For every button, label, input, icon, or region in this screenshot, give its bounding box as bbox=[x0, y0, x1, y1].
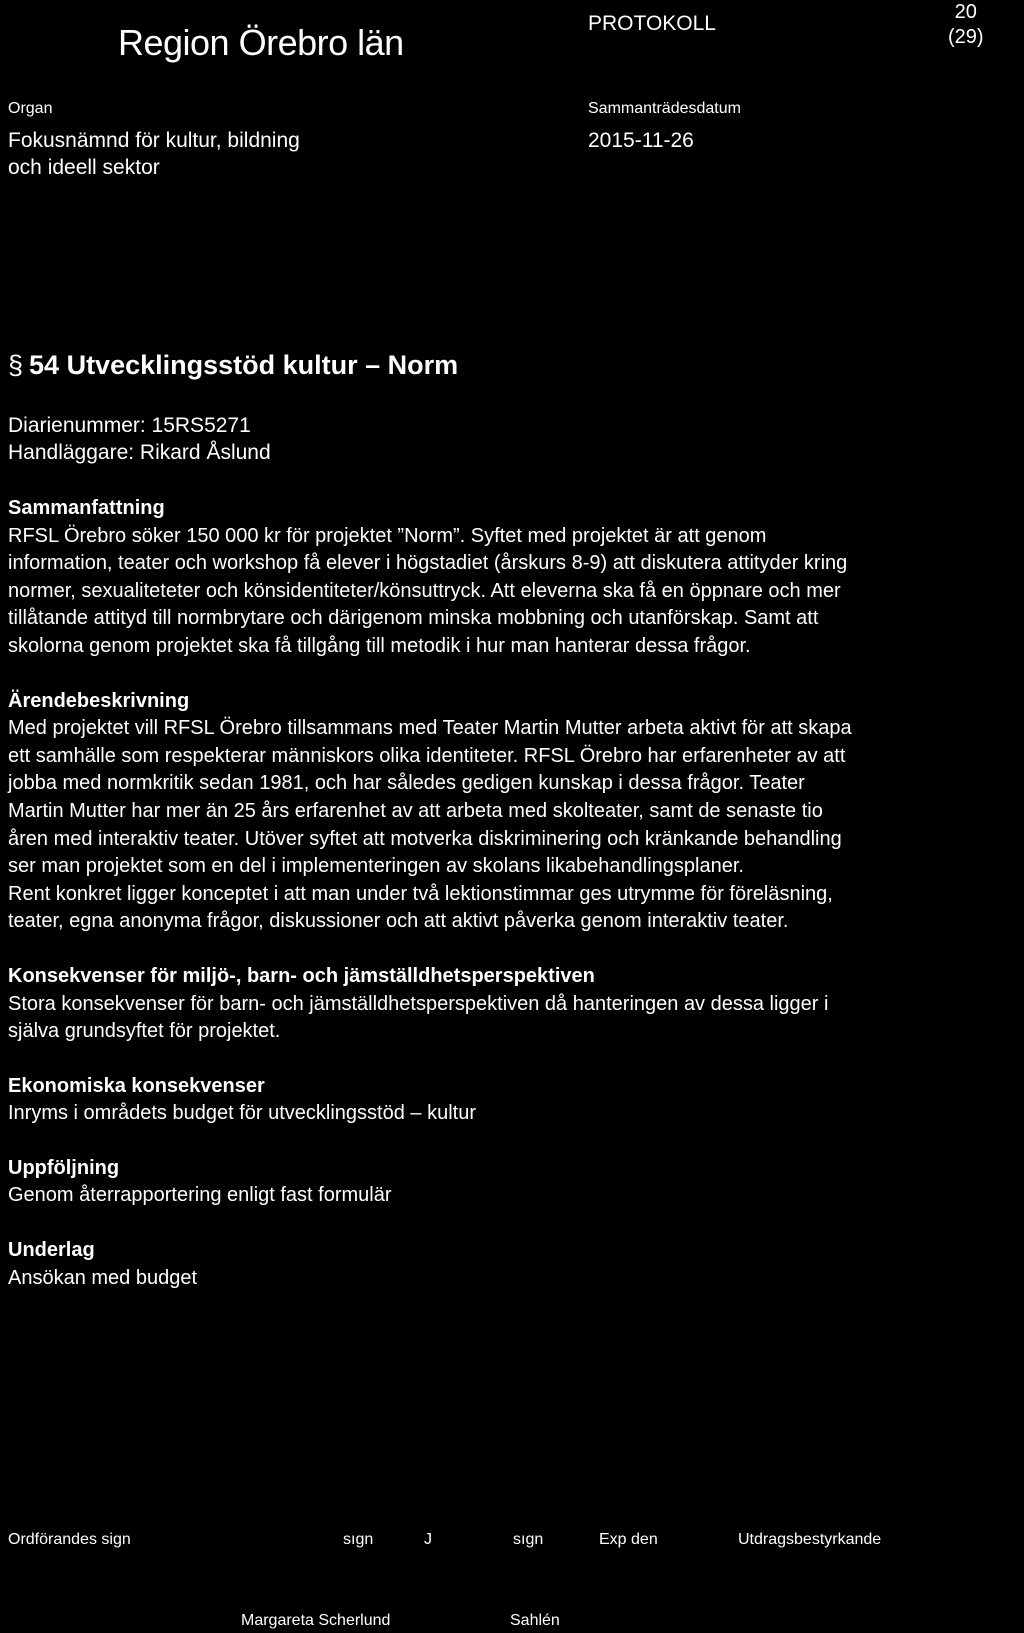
body-line: Genom återrapportering enligt fast formulär bbox=[8, 1184, 392, 1207]
section-heading: Ekonomiska konsekvenser bbox=[8, 1074, 265, 1097]
sign-label-2: sıgn bbox=[513, 1531, 544, 1548]
case-handler: Handläggare: Rikard Åslund bbox=[8, 441, 271, 464]
page-total: (29) bbox=[948, 26, 984, 48]
body-line: Rent konkret ligger konceptet i att man under två lektionstimmar ges utrymme för föreläsning, bbox=[8, 882, 833, 905]
section-heading: Ärendebeskrivning bbox=[8, 689, 190, 712]
content-section bbox=[8, 963, 1020, 1046]
body-line: ser man projektet som en del i implementeringen av skolans likabehandlingsplaner. bbox=[8, 855, 744, 878]
sign-label-1: sıgn bbox=[343, 1531, 374, 1548]
body-line: ett samhälle som respekterar människors olika identiteter. RFSL Örebro har erfarenheter av att bbox=[8, 744, 846, 767]
body-line: Med projektet vill RFSL Örebro tillsammans med Teater Martin Mutter arbeta aktivt för att skapa bbox=[8, 717, 852, 740]
body-line: skolorna genom projektet ska få tillgång till metodik i hur man hanterar dessa frågor. bbox=[8, 634, 751, 657]
paragraph-symbol: § bbox=[8, 350, 24, 380]
expedition-date-label: Exp den bbox=[599, 1531, 658, 1548]
body-line: normer, sexualiteteter och könsidentiteter/könsuttryck. Att eleverna ska få en öppnare och mer bbox=[8, 579, 841, 602]
organ-label: Organ bbox=[8, 100, 53, 117]
section-title-text: 54 Utvecklingsstöd kultur – Norm bbox=[29, 350, 459, 380]
organ-value bbox=[8, 127, 300, 181]
body-line: Ansökan med budget bbox=[8, 1266, 198, 1289]
certification-label: Utdragsbestyrkande bbox=[738, 1531, 882, 1548]
body-line: teater, egna anonyma frågor, diskussioner och att aktivt påverka genom interaktiv teater. bbox=[8, 910, 789, 933]
meeting-date-label: Sammanträdesdatum bbox=[588, 100, 741, 117]
section-heading: Sammanfattning bbox=[8, 497, 165, 519]
body-line: Martin Mutter har mer än 25 års erfarenhet av att arbeta med skolteater, samt de senaste tio bbox=[8, 799, 823, 822]
section-title bbox=[8, 350, 458, 381]
body-line: åren med interaktiv teater. Utöver syftet att motverka diskriminering och kränkande behandling bbox=[8, 827, 842, 850]
body-line: jobba med normkritik sedan 1981, och har således gedigen kunskap i dessa frågor. Teater bbox=[8, 772, 805, 795]
body-line: Inryms i områdets budget för utvecklingsstöd – kultur bbox=[8, 1102, 476, 1125]
chair-sign-label: Ordförandes sign bbox=[8, 1531, 131, 1548]
page-current: 20 bbox=[954, 1, 977, 23]
signatory-name-2: Sahlén bbox=[510, 1612, 560, 1629]
diary-number: Diarienummer: 15RS5271 bbox=[8, 414, 251, 437]
page-number bbox=[948, 0, 984, 50]
meeting-date-value: 2015-11-26 bbox=[588, 129, 694, 152]
sign-mark: J bbox=[424, 1531, 432, 1548]
body-line: information, teater och workshop få elever i högstadiet (årskurs 8-9) att diskutera attityder kring bbox=[8, 552, 848, 575]
section-heading: Uppföljning bbox=[8, 1156, 120, 1179]
section-heading: Underlag bbox=[8, 1239, 95, 1262]
body-line: tillåtande attityd till normbrytare och därigenom minska mobbning och utanförskap. Samt att bbox=[8, 607, 819, 630]
signatory-name-1: Margareta Scherlund bbox=[241, 1612, 391, 1629]
organ-value-line2: och ideell sektor bbox=[8, 156, 160, 179]
content-section bbox=[8, 1155, 1020, 1210]
region-logo: Region Örebro län bbox=[118, 22, 404, 63]
body-line: RFSL Örebro söker 150 000 kr för projektet ”Norm”. Syftet med projektet är att genom bbox=[8, 524, 767, 547]
content-section bbox=[8, 1237, 1020, 1292]
content-section bbox=[8, 495, 1020, 661]
body-line: Stora konsekvenser för barn- och jämställdhetsperspektiven då hanteringen av dessa ligger i bbox=[8, 992, 829, 1015]
case-info bbox=[8, 412, 271, 466]
content-section bbox=[8, 688, 1020, 936]
body-line: själva grundsyftet för projektet. bbox=[8, 1020, 281, 1043]
document-type: PROTOKOLL bbox=[588, 12, 716, 35]
section-heading: Konsekvenser för miljö-, barn- och jämställdhetsperspektiven bbox=[8, 964, 595, 987]
content-section bbox=[8, 1073, 1020, 1128]
organ-value-line1: Fokusnämnd för kultur, bildning bbox=[8, 129, 300, 152]
document-body bbox=[8, 495, 1020, 1319]
